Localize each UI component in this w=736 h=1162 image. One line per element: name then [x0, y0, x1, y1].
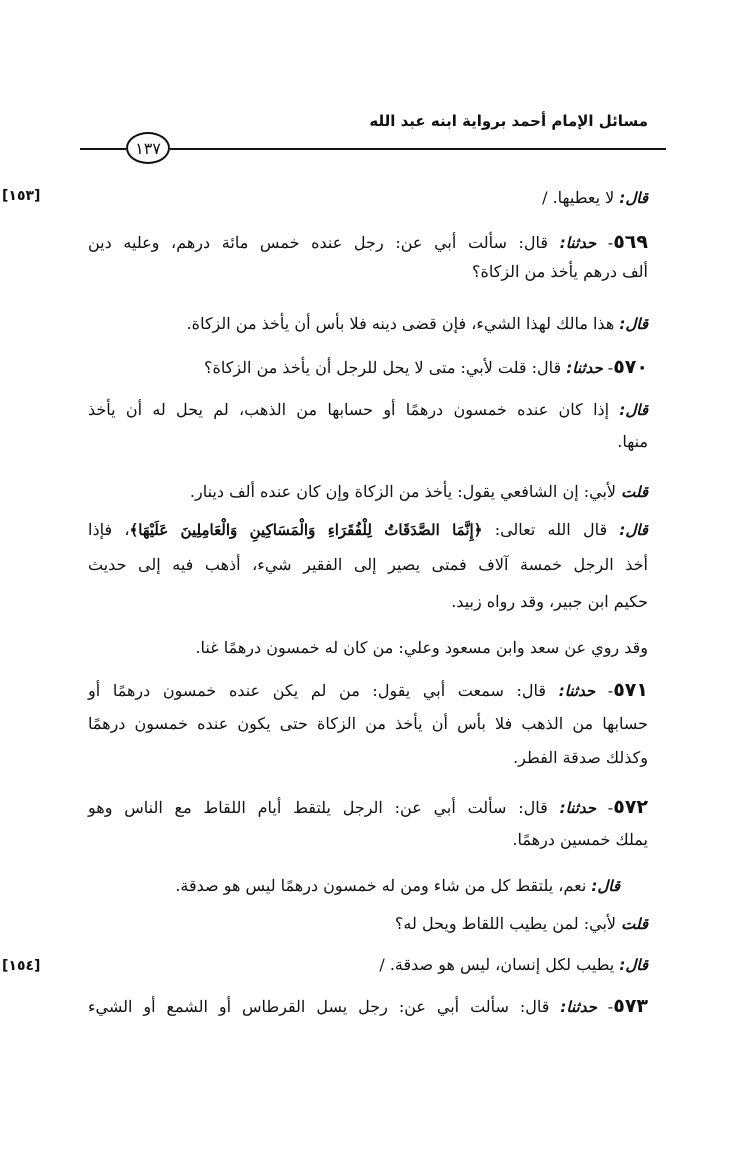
keyword-qal: قال:: [619, 956, 648, 974]
keyword-qal: قال:: [619, 315, 648, 333]
text-line: ٥٧٢- حدثنا: قال: سألت أبي عن: الرجل يلتقط أيام اللقاط مع الناس وهو: [88, 796, 649, 818]
line-text: ، فإذا: [88, 520, 130, 539]
line-text: قال: سمعت أبي يقول: من لم يكن عنده خمسون درهمًا أو: [88, 681, 547, 700]
text-line: حسابها من الذهب فلا بأس أن يأخذ من الزكاة حتى يكون عنده خمسون درهمًا: [88, 714, 648, 733]
text-line: ٥٦٩- حدثنا: قال: سألت أبي عن: رجل عنده خمس مائة درهم، وعليه دين: [88, 231, 648, 253]
line-text: إذا كان عنده خمسون درهمًا أو حسابها من الذهب، لم يحل له أن يأخذ: [88, 400, 610, 419]
line-text: نعم، يلتقط كل من شاء ومن له خمسون درهمًا ليس هو صدقة.: [175, 876, 587, 895]
text-line: [88, 398, 648, 422]
keyword-haddathana: حدثنا:: [558, 682, 596, 700]
line-text: يطيب لكل إنسان، ليس هو صدقة. /: [379, 955, 615, 974]
keyword-qal: قال:: [619, 189, 648, 207]
header-rule-left: [80, 148, 126, 150]
text-line: ٥٧٣- حدثنا: قال: سألت أبي عن: رجل يسل القرطاس أو الشمع أو الشيء: [88, 995, 649, 1017]
text-line: أخذ الرجل خمسة آلاف فمتى يصير إلى الفقير شيء، أذهب فيه إلى حديث: [88, 555, 648, 574]
text-line: ٥٧٠- حدثنا: قال: قلت لأبي: متى لا يحل للرجل أن يأخذ من الزكاة؟: [203, 356, 648, 378]
text-line: [395, 912, 648, 936]
text-line: [542, 186, 648, 210]
margin-reference: [١٥٤]: [2, 958, 41, 974]
entry-number: ٥٧٢: [613, 796, 649, 818]
keyword-haddathana: حدثنا:: [566, 359, 603, 377]
line-text: قال الله تعالى:: [494, 520, 608, 539]
entry-number: ٥٧١: [613, 679, 648, 701]
text-line: [175, 874, 620, 898]
keyword-haddathana: حدثنا:: [560, 998, 597, 1016]
line-text: هذا مالك لهذا الشيء، فإن قضى دينه فلا بأس أن يأخذ من الزكاة.: [186, 314, 615, 333]
page-number: ١٣٧: [126, 132, 170, 164]
quran-verse: ﴿إِنَّمَا الصَّدَقَاتُ لِلْفُقَرَاءِ وَالْمَسَاكِينِ وَالْعَامِلِينَ عَلَيْهَا﴾: [129, 521, 483, 539]
line-text: قال: سألت أبي عن: رجل عنده خمس مائة درهم، وعليه دين: [88, 233, 549, 252]
margin-reference: [١٥٣]: [2, 188, 41, 204]
line-text: قال: سألت أبي عن: رجل يسل القرطاس أو الشمع أو الشيء: [88, 997, 550, 1016]
text-line: ألف درهم يأخذ من الزكاة؟: [471, 262, 648, 281]
text-line: [187, 312, 648, 336]
line-text: قال: سألت أبي عن: الرجل يلتقط أيام اللقاط مع الناس وهو: [88, 798, 548, 817]
keyword-haddathana: حدثنا:: [559, 234, 597, 252]
keyword-qal: قال:: [619, 521, 648, 539]
line-text: لأبي: إن الشافعي يقول: يأخذ من الزكاة وإن كان عنده ألف دينار.: [189, 482, 617, 501]
text-line: [190, 480, 648, 504]
text-line: حكيم ابن جبير، وقد رواه زبيد.: [451, 592, 648, 611]
text-line: منها.: [617, 432, 648, 451]
header-rule-right: [170, 148, 666, 150]
text-line: وقد روي عن سعد وابن مسعود وعلي: من كان له خمسون درهمًا غنا.: [195, 638, 648, 657]
text-line: ٥٧١- حدثنا: قال: سمعت أبي يقول: من لم يكن عنده خمسون درهمًا أو: [88, 679, 648, 701]
text-line: [88, 518, 648, 542]
line-text: لا يعطيها. /: [542, 188, 615, 207]
keyword-qal: قال:: [619, 401, 648, 419]
entry-number: ٥٧٣: [613, 995, 649, 1017]
keyword-qultu: قلت: [621, 483, 648, 501]
text-line: يملك خمسين درهمًا.: [512, 830, 648, 849]
text-line: [379, 953, 648, 977]
running-header: مسائل الإمام أحمد برواية ابنه عبد الله: [369, 112, 648, 130]
line-text: لأبي: لمن يطيب اللقاط ويحل له؟: [394, 914, 617, 933]
text-line: وكذلك صدقة الفطر.: [513, 748, 648, 767]
keyword-haddathana: حدثنا:: [559, 799, 597, 817]
entry-number: ٥٦٩: [613, 231, 648, 253]
keyword-qal: قال:: [591, 877, 620, 895]
entry-number: ٥٧٠: [613, 356, 648, 378]
line-text: قال: قلت لأبي: متى لا يحل للرجل أن يأخذ من الزكاة؟: [203, 358, 562, 377]
keyword-qultu: قلت: [621, 915, 648, 933]
